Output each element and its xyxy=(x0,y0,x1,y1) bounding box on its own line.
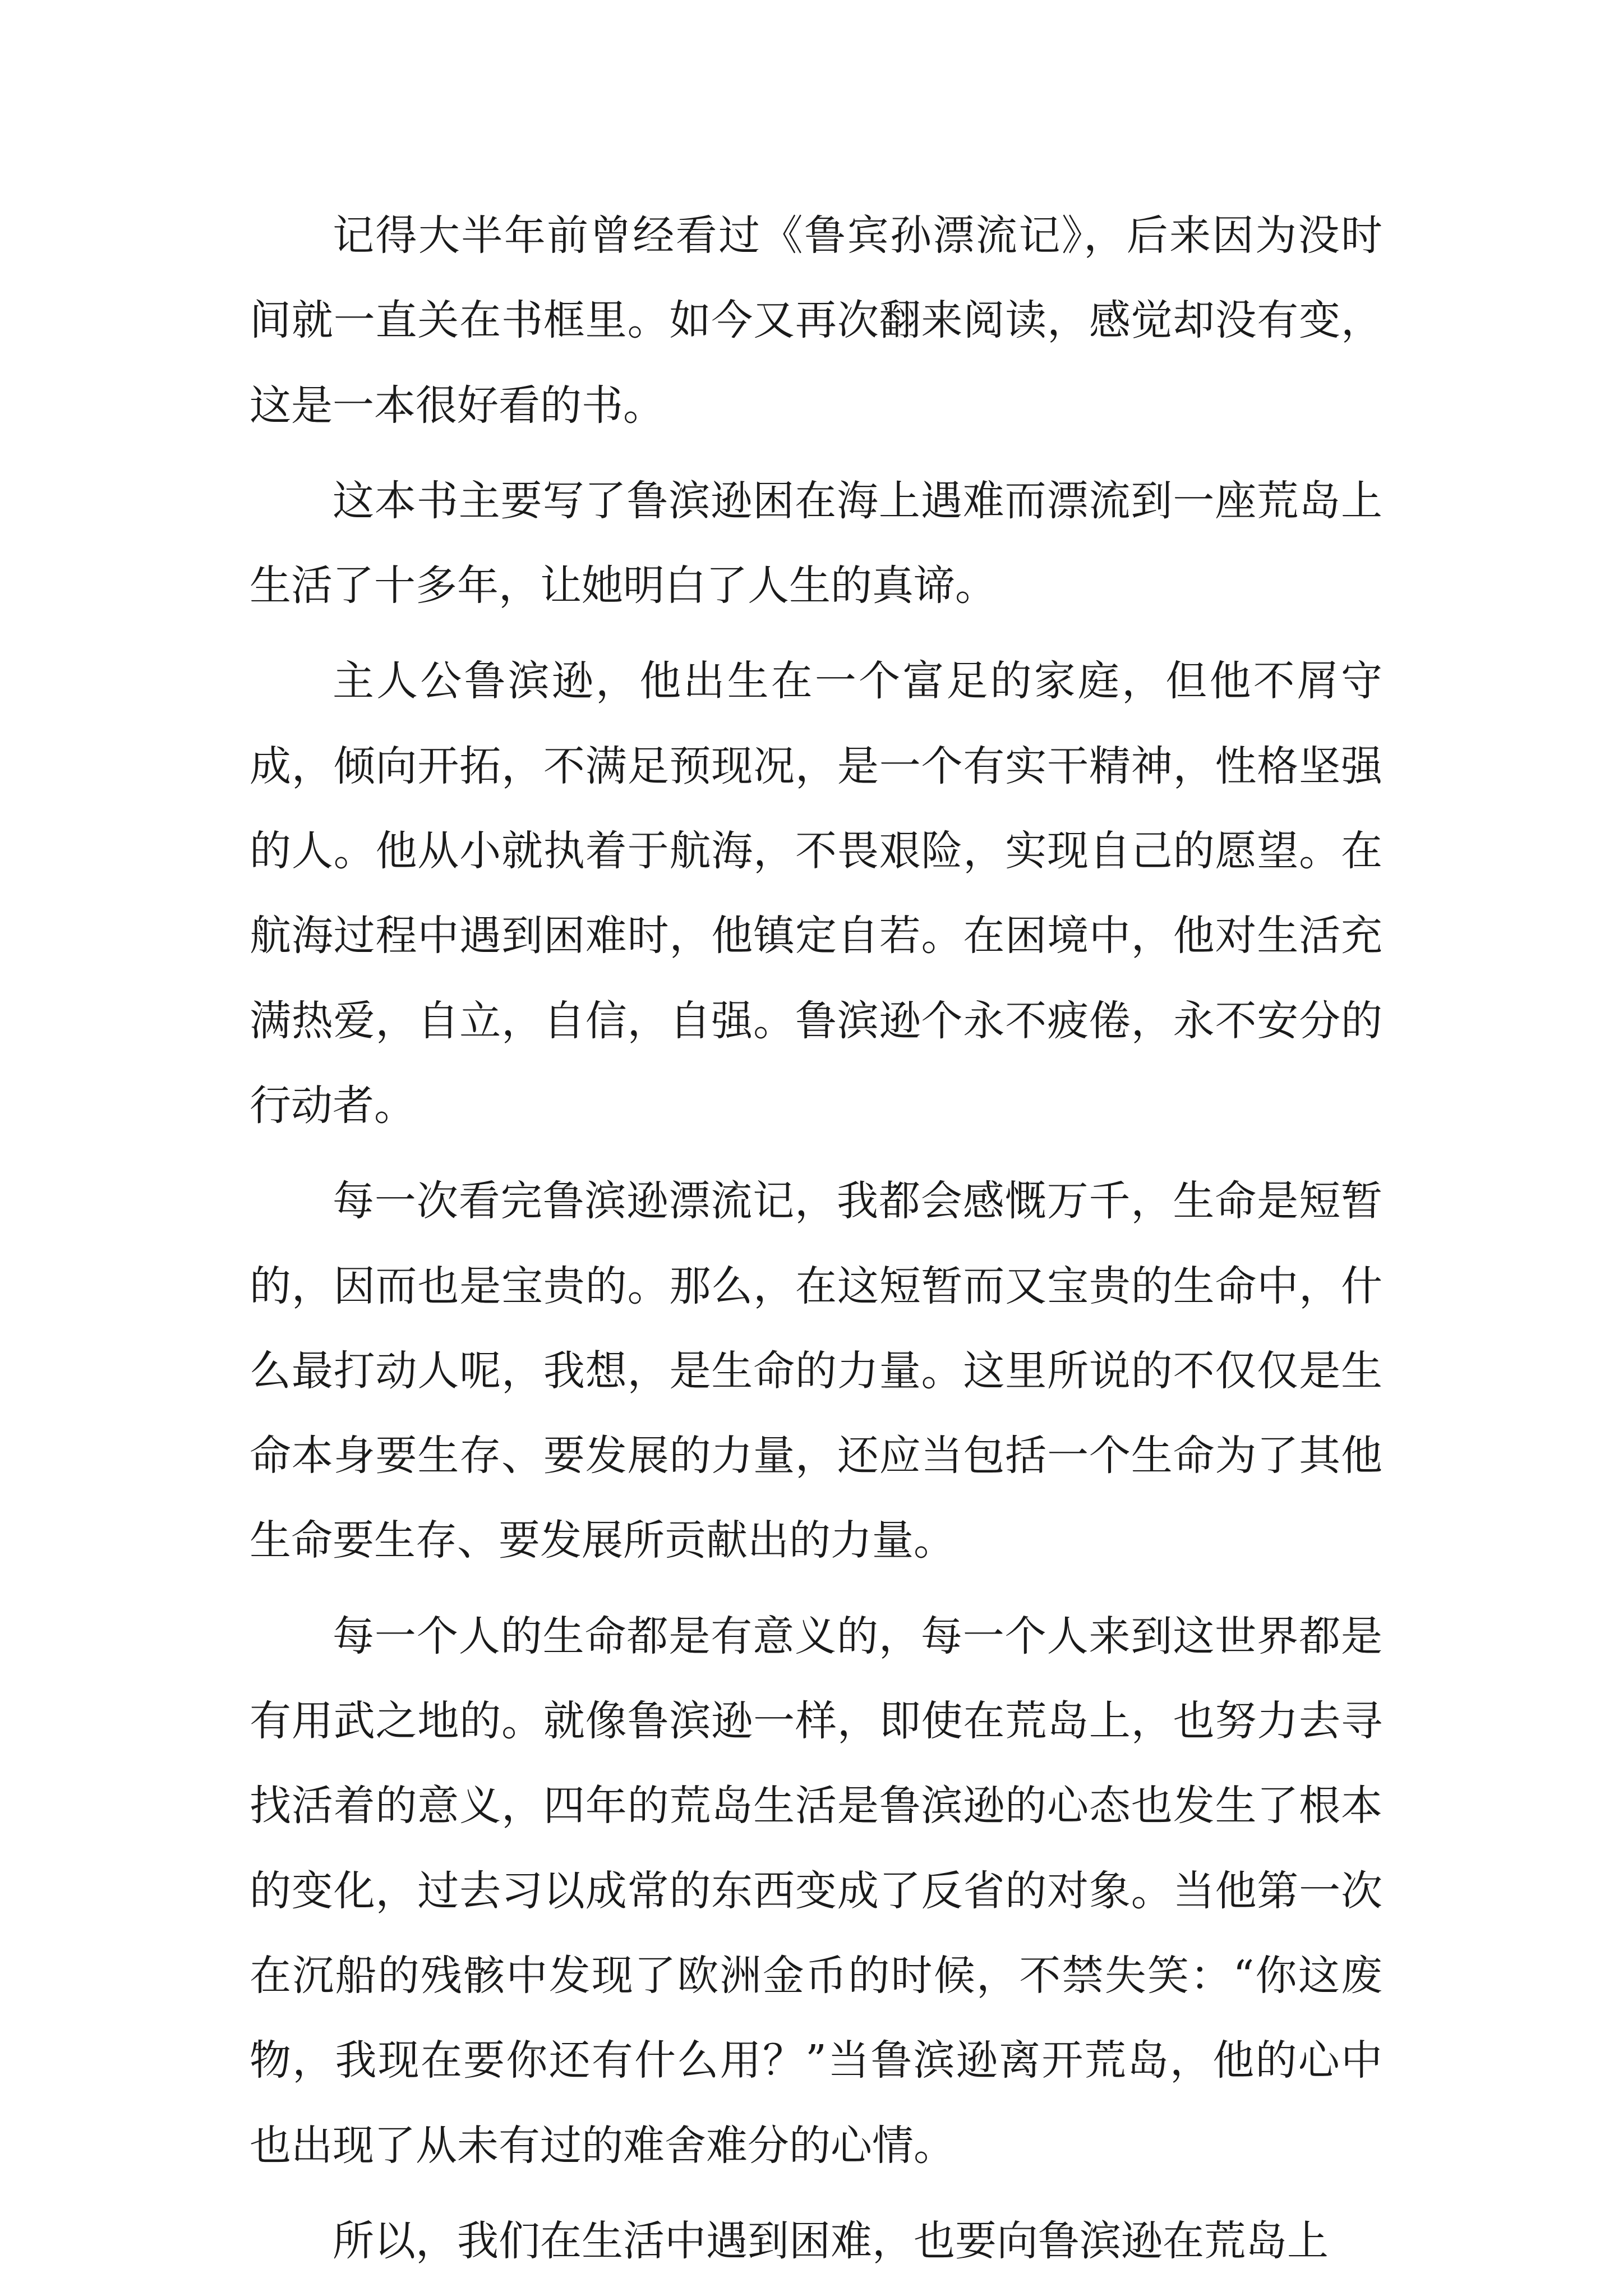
paragraph-3: 主人公鲁滨逊，他出生在一个富足的家庭，但他不屑守成，倾向开拓，不满足预现况，是一个有实干精神，性格坚强的人。他从小就执着于航海，不畏艰险，实现自己的愿望。在航海过程中遇到困难时，他镇定自若。在困境中，他对生活充满热爱，自立，自信，自强。鲁滨逊个永不疲倦，永不安分的行动者。 xyxy=(250,657,1382,1130)
paragraph-6: 所以，我们在生活中遇到困难，也要向鲁滨逊在荒岛上 xyxy=(333,2216,1329,2265)
document-body xyxy=(250,194,1382,2294)
paragraph-2: 这本书主要写了鲁滨逊困在海上遇难而漂流到一座荒岛上生活了十多年，让她明白了人生的真谛。 xyxy=(250,476,1382,610)
paragraph-4: 每一次看完鲁滨逊漂流记，我都会感慨万千，生命是短暂的，因而也是宝贵的。那么，在这短暂而又宝贵的生命中，什么最打动人呢，我想，是生命的力量。这里所说的不仅仅是生命本身要生存、要发展的力量，还应当包括一个生命为了其他生命要生存、要发展所贡献出的力量。 xyxy=(250,1177,1382,1565)
paragraph-5: 每一个人的生命都是有意义的，每一个人来到这世界都是有用武之地的。就像鲁滨逊一样，即使在荒岛上，也努力去寻找活着的意义，四年的荒岛生活是鲁滨逊的心态也发生了根本的变化，过去习以成常的东西变成了反省的对象。当他第一次在沉船的残骸中发现了欧洲金币的时候，不禁失笑：“你这废物，我现在要你还有什么用？”当鲁滨逊离开荒岛，他的心中也出现了从未有过的难舍难分的心情。 xyxy=(250,1612,1382,2170)
paragraph-1: 记得大半年前曾经看过《鲁宾孙漂流记》，后来因为没时间就一直关在书框里。如今又再次翻来阅读，感觉却没有变，这是一本很好看的书。 xyxy=(250,211,1382,430)
